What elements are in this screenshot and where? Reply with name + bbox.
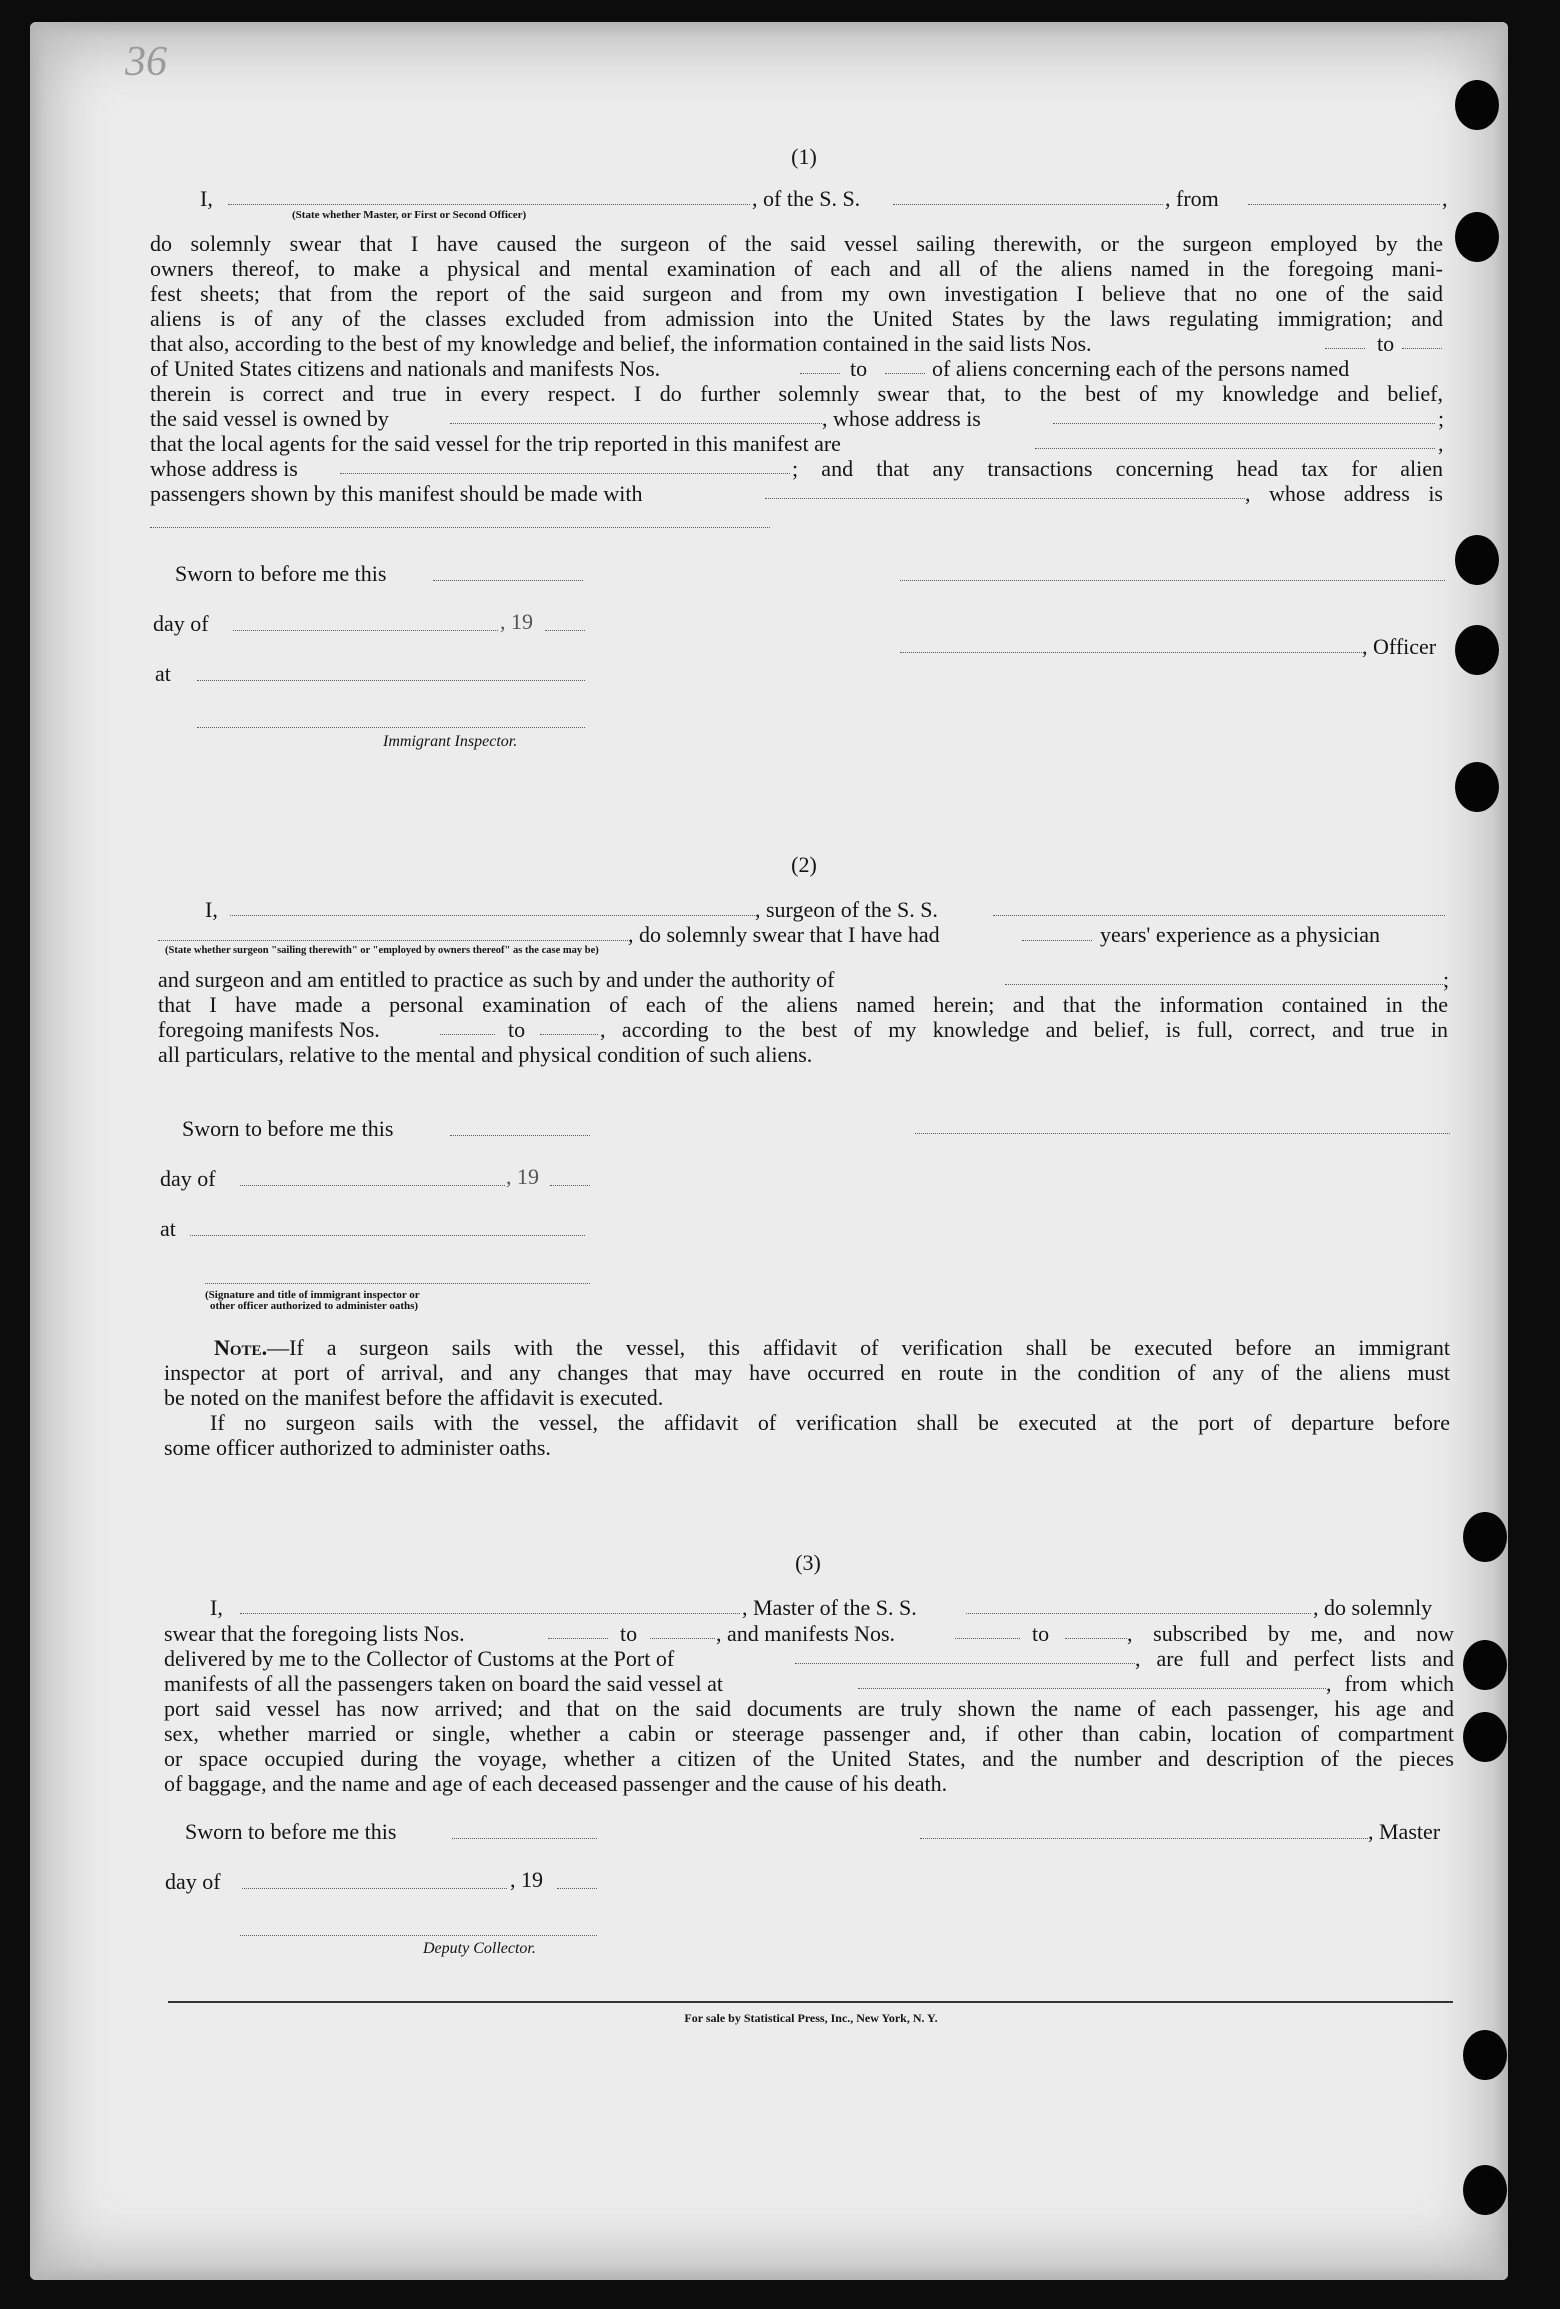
s1-body-comma: , [1438,431,1444,456]
note-line: some officer authorized to administer oaths. [164,1435,551,1460]
s3-lists-from-field[interactable] [548,1638,608,1639]
owner-address-field[interactable] [1053,423,1435,424]
s3-sworn-field[interactable] [452,1838,597,1839]
punch-hole [1463,2030,1507,2080]
s1-body-line: owners thereof, to make a physical and mental examination of each and all of the aliens named in the foregoing mani- [150,256,1443,281]
punch-hole [1463,1512,1507,1562]
s1-sworn-label: Sworn to before me this [175,561,387,586]
s3-year-field[interactable] [557,1888,597,1889]
s1-day-field[interactable] [233,630,498,631]
immigrant-inspector-label: Immigrant Inspector. [383,733,518,750]
master-name-field[interactable] [240,1613,740,1614]
s3-line3: delivered by me to the Collector of Customs at the Port of [164,1646,675,1671]
punch-hole [1455,535,1499,585]
lists-from-field[interactable] [1325,348,1365,349]
s1-body-semicolon: ; [1438,406,1445,431]
s1-officer-signature-top[interactable] [900,580,1445,581]
note-line [214,1335,1450,1360]
s1-body-address: , whose address is [822,406,981,431]
handwritten-page-number: 36 [125,39,167,85]
s1-from: , from [1165,186,1219,211]
s2-body-line: all particulars, relative to the mental and physical condition of such aliens. [158,1042,813,1067]
s3-body-line: port said vessel has now arrived; and that on the said documents are truly shown the name of each passenger, his age and [164,1696,1454,1721]
s1-at-label: at [155,661,171,686]
section-3-number: (3) [795,1550,821,1575]
s1-at-field[interactable] [197,680,585,681]
deputy-collector-signature[interactable] [240,1935,597,1936]
punch-hole [1455,80,1499,130]
s3-sworn-label: Sworn to before me this [185,1819,397,1844]
s3-master-label: , Master [1368,1819,1441,1844]
manifests-to-field[interactable] [885,373,925,374]
s1-sworn-field[interactable] [433,580,583,581]
punch-hole [1455,762,1499,812]
s2-year-field[interactable] [550,1185,590,1186]
s3-manifests-from-field[interactable] [955,1638,1020,1639]
s3-line2-to: to [620,1621,638,1646]
s1-of-ss: , of the S. S. [752,186,861,211]
s3-line4: manifests of all the passengers taken on board the said vessel at [164,1671,724,1696]
publisher-footer: For sale by Statistical Press, Inc., New York, N. Y. [684,2011,938,2025]
s1-body-line: do solemnly swear that I have caused the surgeon of the said vessel sailing therewith, or the surgeon employed by the [150,231,1443,256]
s2-i: I, [205,897,218,922]
s2-day-of-label: day of [160,1166,216,1191]
section-2-number: (2) [791,852,817,877]
s2-at-field[interactable] [190,1235,585,1236]
head-tax-address-field[interactable] [150,527,770,528]
s2-body-line: and surgeon and am entitled to practice as such by and under the authority of [158,967,835,992]
s1-year-label: , 19 [500,609,533,634]
s1-body-line: , whose address is [1245,481,1443,506]
s1-body-line: of aliens concerning each of the persons named [932,356,1350,381]
s3-body-line: or space occupied during the voyage, whether a citizen of the United States, and the number and description of the pieces [164,1746,1454,1771]
embarkation-port-field[interactable] [858,1688,1326,1689]
s3-lists-to-field[interactable] [650,1638,715,1639]
s3-body-line: of baggage, and the name and age of each deceased passenger and the cause of his death. [164,1771,948,1796]
s3-i: I, [210,1595,223,1620]
s1-body-line: whose address is [150,456,298,481]
note-line: If no surgeon sails with the vessel, the affidavit of verification shall be executed at the port of departure before [210,1410,1450,1435]
note-label: Note. [214,1335,268,1360]
s2-body-line: , according to the best of my knowledge and belief, is full, correct, and true in [600,1017,1448,1042]
s2-at-label: at [160,1216,176,1241]
s2-manifests-from-field[interactable] [440,1034,495,1035]
note-text: —If a surgeon sails with the vessel, this affidavit of verification shall be executed before an immigrant [267,1335,1450,1360]
s1-body-line: therein is correct and true in every respect. I do further solemnly swear that, to the best of my knowledge and belief, [150,381,1443,406]
s2-vessel-field[interactable] [993,915,1445,916]
s2-signature-hint-2: other officer authorized to administer oaths) [210,1300,419,1312]
s1-body-to: to [850,356,868,381]
head-tax-party-field[interactable] [765,498,1245,499]
s1-body-line: aliens is of any of the classes excluded from admission into the United States by the laws regulating immigration; and [150,306,1443,331]
s1-body-line: passengers shown by this manifest should be made with [150,481,643,506]
s3-day-field[interactable] [242,1888,507,1889]
s1-i: I, [200,186,213,211]
s2-body-to: to [508,1017,526,1042]
s1-day-of-label: day of [153,611,209,636]
s3-vessel-field[interactable] [966,1613,1311,1614]
s2-body-line: foregoing manifests Nos. [158,1017,380,1042]
agents-address-field[interactable] [340,473,790,474]
s3-line4: , from which [1326,1671,1454,1696]
s2-year-label: , 19 [506,1164,539,1189]
s1-officer-signature-field[interactable] [900,652,1362,653]
local-agents-field[interactable] [1035,448,1435,449]
port-of-customs-field[interactable] [795,1663,1135,1664]
s1-body-line: fest sheets; that from the report of the said surgeon and from my own investigation I believe that no one of the said [150,281,1443,306]
punch-hole [1463,1712,1507,1762]
s2-day-field[interactable] [240,1185,505,1186]
s3-master-of-ss: , Master of the S. S. [742,1595,917,1620]
surgeon-signature-field[interactable] [915,1133,1450,1134]
s3-line2-to: to [1032,1621,1050,1646]
practice-authority-field[interactable] [1005,984,1445,985]
immigrant-inspector-signature[interactable] [197,727,585,728]
s3-line2: , subscribed by me, and now [1127,1621,1454,1646]
s3-manifests-to-field[interactable] [1065,1638,1127,1639]
punch-hole [1463,1640,1507,1690]
s2-sworn-field[interactable] [450,1135,590,1136]
deputy-collector-label: Deputy Collector. [423,1940,536,1957]
years-experience-field[interactable] [1022,940,1092,941]
s1-officer-label: , Officer [1362,634,1437,659]
s3-line2: swear that the foregoing lists Nos. [164,1621,465,1646]
s2-sworn-label: Sworn to before me this [182,1116,394,1141]
s3-day-of-label: day of [165,1869,221,1894]
officer-rank-hint: (State whether Master, or First or Second Officer) [292,209,527,221]
s3-year-label: , 19 [510,1867,543,1892]
surgeon-name-field[interactable] [230,915,755,916]
punch-hole [1463,2165,1507,2215]
footer-rule [168,2001,1453,2003]
s2-manifests-to-field[interactable] [540,1034,598,1035]
surgeon-status-field[interactable] [158,940,628,941]
surgeon-status-hint: (State whether surgeon "sailing therewith" or "employed by owners thereof" as the case may be) [165,945,599,956]
manifests-from-field[interactable] [800,373,840,374]
note-line: inspector at port of arrival, and any changes that may have occurred en route in the condition of any of the aliens must [164,1360,1450,1385]
s1-body-line: ; and that any transactions concerning head tax for alien [792,456,1443,481]
s1-comma: , [1442,186,1448,211]
s2-body-line: that I have made a personal examination of each of the aliens named herein; and that the information contained in the [158,992,1448,1017]
s2-inspector-signature[interactable] [205,1283,590,1284]
officer-rank-field[interactable] [228,204,750,205]
vessel-name-field[interactable] [893,204,1163,205]
s2-years: years' experience as a physician [1100,922,1381,947]
punch-hole [1455,625,1499,675]
lists-to-field[interactable] [1402,348,1442,349]
vessel-owner-field[interactable] [450,423,822,424]
section-1-number: (1) [791,144,817,169]
s3-line2: , and manifests Nos. [716,1621,896,1646]
s1-body-line: that also, according to the best of my knowledge and belief, the information contained in the said lists Nos. [150,331,1092,356]
s1-body-line: of United States citizens and nationals and manifests Nos. [150,356,661,381]
s2-swear: , do solemnly swear that I have had [628,922,940,947]
port-from-field[interactable] [1248,204,1440,205]
s1-body-to: to [1377,331,1395,356]
s2-signature-hint-1: (Signature and title of immigrant inspector or [205,1289,420,1301]
s1-body-line: the said vessel is owned by [150,406,389,431]
s3-do-solemnly: , do solemnly [1313,1595,1433,1620]
s1-body-line: that the local agents for the said vessel for the trip reported in this manifest are [150,431,841,456]
s2-surgeon-of-ss: , surgeon of the S. S. [755,897,938,922]
s1-year-field[interactable] [545,630,585,631]
s3-line3: , are full and perfect lists and [1135,1646,1454,1671]
punch-hole [1455,212,1499,262]
s2-body-semicolon: ; [1443,967,1450,992]
s3-body-line: sex, whether married or single, whether a cabin or steerage passenger and, if other than cabin, location of compartment [164,1721,1454,1746]
note-line: be noted on the manifest before the affidavit is executed. [164,1385,664,1410]
master-signature-field[interactable] [920,1838,1368,1839]
